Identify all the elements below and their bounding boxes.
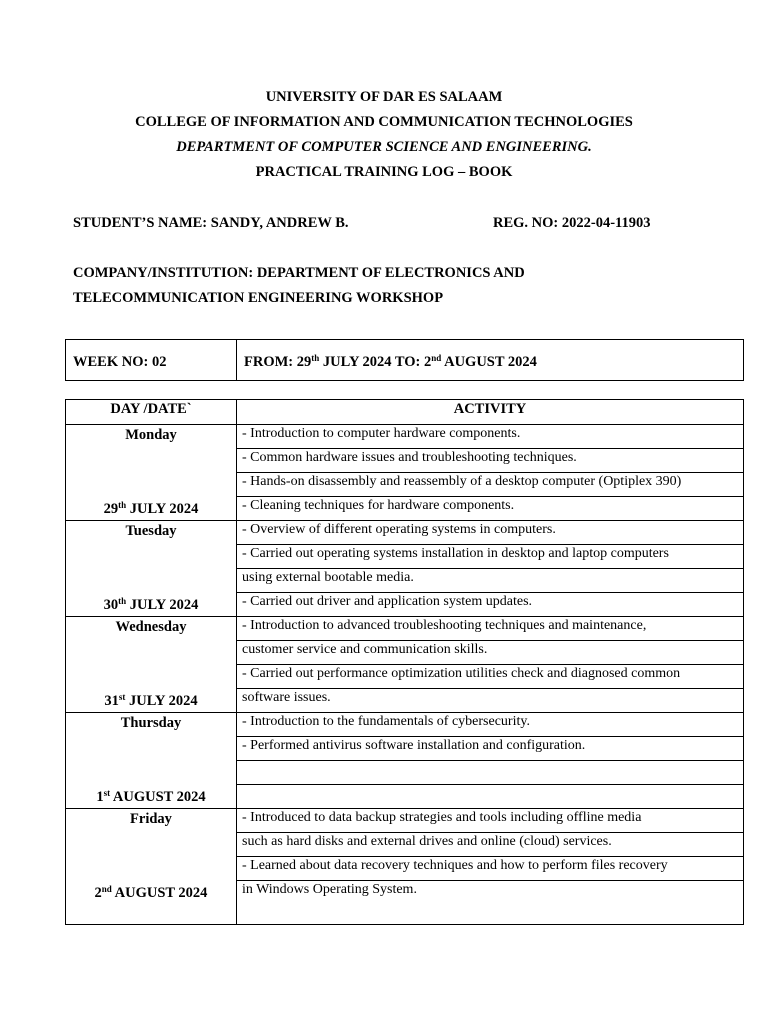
day-date bbox=[66, 692, 236, 710]
activity-line: - Cleaning techniques for hardware components. bbox=[242, 498, 515, 513]
activity-line: - Carried out performance optimization utilities check and diagnosed common bbox=[242, 666, 681, 681]
activity-line: - Introduction to computer hardware components. bbox=[242, 426, 521, 441]
from-date-rest: JULY 2024 TO: 2 bbox=[319, 354, 432, 370]
week-number: WEEK NO: 02 bbox=[73, 354, 167, 370]
company-line-1: COMPANY/INSTITUTION: DEPARTMENT OF ELECTRONICS AND bbox=[73, 265, 525, 281]
date-date-num: 30 bbox=[103, 597, 119, 613]
activity-line: in Windows Operating System. bbox=[242, 882, 417, 897]
activity-line: such as hard disks and external drives and online (cloud) services. bbox=[242, 834, 612, 849]
company-line-2: TELECOMMUNICATION ENGINEERING WORKSHOP bbox=[73, 290, 444, 306]
activity-line: - Carried out driver and application system updates. bbox=[242, 594, 533, 609]
column-header-day: DAY /DATE` bbox=[110, 401, 192, 417]
from-date-suffix: th bbox=[311, 353, 320, 363]
week-table bbox=[65, 339, 744, 381]
activity-line: software issues. bbox=[242, 690, 331, 705]
week-table-divider bbox=[236, 340, 237, 380]
registration-number: REG. NO: 2022-04-11903 bbox=[493, 215, 651, 231]
department-name: DEPARTMENT OF COMPUTER SCIENCE AND ENGINEERING. bbox=[176, 139, 592, 155]
day-name: Thursday bbox=[120, 715, 182, 731]
date-date-sup: th bbox=[118, 596, 127, 606]
activity-line: - Performed antivirus software installation and configuration. bbox=[242, 738, 586, 753]
student-name: STUDENT’S NAME: SANDY, ANDREW B. bbox=[73, 215, 349, 231]
activity-line: - Introduced to data backup strategies and tools including offline media bbox=[242, 810, 642, 825]
document-title: PRACTICAL TRAINING LOG – BOOK bbox=[255, 164, 513, 180]
to-date-suffix: nd bbox=[431, 353, 442, 363]
activity-row-divider bbox=[236, 760, 743, 761]
activity-row-divider bbox=[236, 784, 743, 785]
date-date-num: 1 bbox=[96, 789, 104, 805]
date-date-rest: AUGUST 2024 bbox=[110, 789, 206, 805]
column-header-activity: ACTIVITY bbox=[453, 401, 527, 417]
date-date-num: 29 bbox=[103, 501, 119, 517]
activity-line: - Common hardware issues and troubleshooting techniques. bbox=[242, 450, 577, 465]
activity-line: customer service and communication skills. bbox=[242, 642, 488, 657]
date-date-rest: JULY 2024 bbox=[125, 693, 198, 709]
activity-line: - Introduction to the fundamentals of cybersecurity. bbox=[242, 714, 530, 729]
activity-line: - Hands-on disassembly and reassembly of a desktop computer (Optiplex 390) bbox=[242, 474, 682, 489]
day-name: Wednesday bbox=[115, 619, 187, 635]
date-date-sup: st bbox=[103, 788, 111, 798]
date-date-sup: nd bbox=[101, 884, 112, 894]
university-name: UNIVERSITY OF DAR ES SALAAM bbox=[265, 89, 503, 105]
day-name: Friday bbox=[130, 811, 172, 827]
date-date-sup: st bbox=[118, 692, 126, 702]
day-date bbox=[66, 500, 236, 518]
activity-line: - Overview of different operating systems in computers. bbox=[242, 522, 556, 537]
date-date-num: 2 bbox=[94, 885, 102, 901]
day-date bbox=[66, 596, 236, 614]
date-date-sup: th bbox=[118, 500, 127, 510]
date-date-rest: JULY 2024 bbox=[126, 597, 199, 613]
date-date-rest: AUGUST 2024 bbox=[111, 885, 208, 901]
activity-log-table bbox=[65, 399, 744, 925]
activity-line: using external bootable media. bbox=[242, 570, 414, 585]
college-name: COLLEGE OF INFORMATION AND COMMUNICATION TECHNOLOGIES bbox=[135, 114, 633, 130]
day-name: Tuesday bbox=[125, 523, 177, 539]
day-date bbox=[66, 884, 236, 902]
date-date-rest: JULY 2024 bbox=[126, 501, 199, 517]
day-name: Monday bbox=[125, 427, 177, 443]
column-divider bbox=[236, 400, 237, 924]
day-date bbox=[66, 788, 236, 806]
activity-line: - Learned about data recovery techniques and how to perform files recovery bbox=[242, 858, 668, 873]
activity-line: - Carried out operating systems installation in desktop and laptop computers bbox=[242, 546, 669, 561]
date-date-num: 31 bbox=[104, 693, 119, 709]
activity-line: - Introduction to advanced troubleshooting techniques and maintenance, bbox=[242, 618, 647, 633]
from-date-num: FROM: 29 bbox=[244, 354, 312, 370]
to-date-rest: AUGUST 2024 bbox=[441, 354, 537, 370]
week-date-range bbox=[244, 354, 537, 371]
